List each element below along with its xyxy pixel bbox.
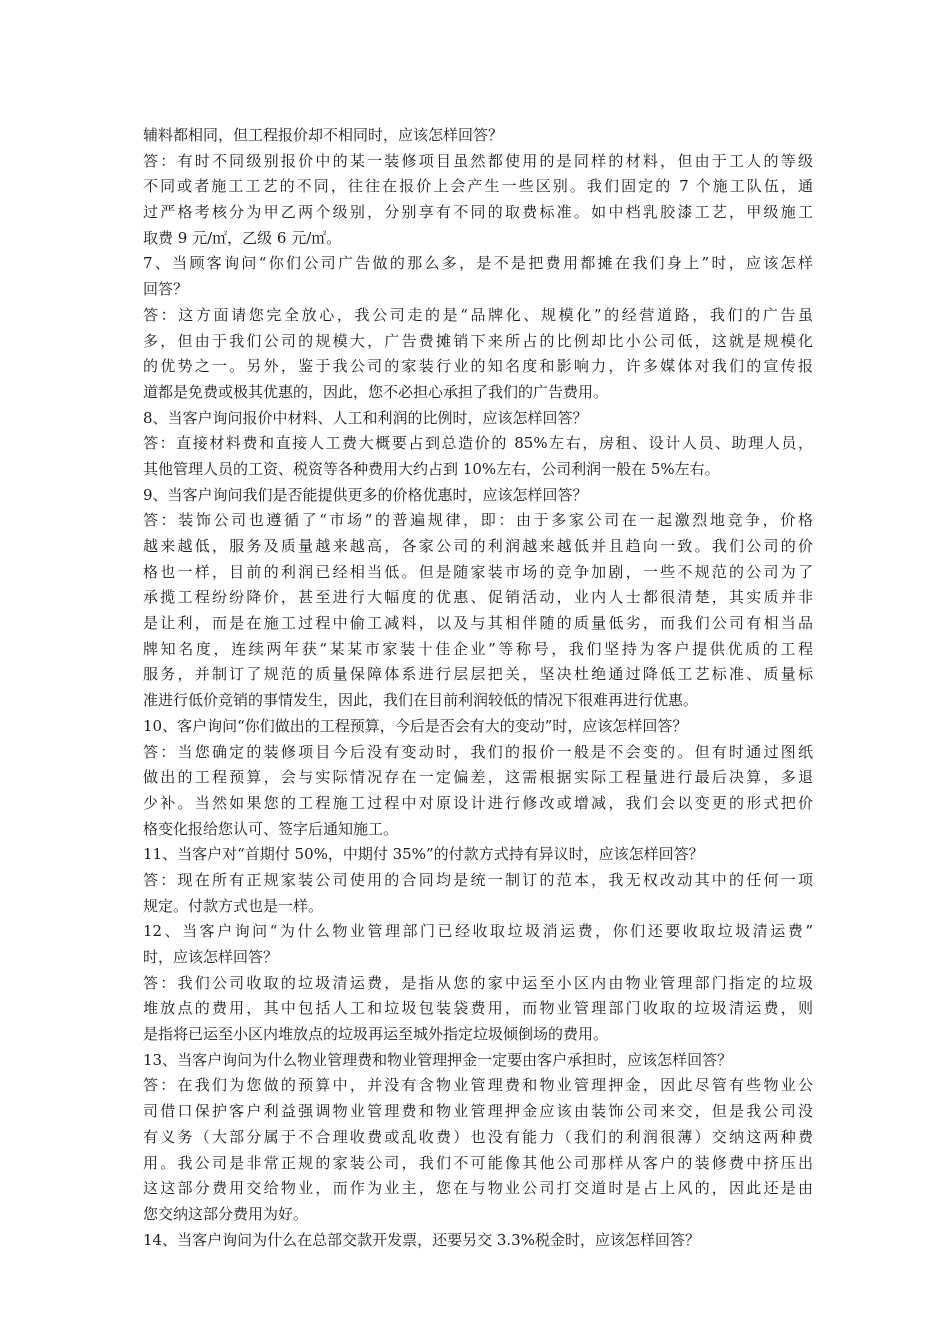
text-line: 取费 9 元/㎡，乙级 6 元/㎡。 [143, 228, 342, 247]
text-line: 8、当客户询问报价中材料、人工和利润的比例时，应该怎样回答？ [143, 408, 588, 427]
text-line: 其他管理人员的工资、税资等各种费用大约占到 10%左右，公司利润一般在 5%左右。 [143, 459, 720, 478]
text-line: 规定。付款方式也是一样。 [143, 896, 324, 915]
document-body [143, 123, 813, 1253]
text-line: 答：在我们为您做的预算中，并没有含物业管理费和物业管理押金，因此尽管有些物业公 [143, 1076, 813, 1095]
text-line: 答：现在所有正规家装公司使用的合同均是统一制订的范本，我无权改动其中的任何一项 [143, 870, 813, 889]
text-line: 服务，并制订了规范的质量保障体系进行层层把关，坚决杜绝通过降低工艺标准、质量标 [143, 665, 813, 684]
text-line: 格也一样，目前的利润已经相当低。但是随家装市场的竞争加剧，一些不规范的公司为了 [143, 562, 813, 581]
text-line: 是让利，而是在施工过程中偷工减料，以及与其相伴随的质量低劣，而我们公司有相当品 [143, 614, 813, 633]
text-line: 过严格考核分为甲乙两个级别，分别享有不同的取费标准。如中档乳胶漆工艺，甲级施工 [143, 203, 813, 222]
text-line: 12、当客户询问“为什么物业管理部门已经收取垃圾消运费，你们还要收取垃圾清运费” [143, 922, 813, 941]
text-line: 承揽工程纷纷降价，甚至进行大幅度的优惠、促销活动，业内人士都很清楚，其实质并非 [143, 588, 813, 607]
text-line: 做出的工程预算，会与实际情况存在一定偏差，这需根据实际工程量进行最后决算，多退 [143, 768, 813, 787]
text-line: 不同或者施工工艺的不同，往往在报价上会产生一些区别。我们固定的 7 个施工队伍，通 [143, 177, 813, 196]
text-line: 答：直接材料费和直接人工费大概要占到总造价的 85%左右，房租、设计人员、助理人员， [143, 434, 813, 453]
text-line: 堆放点的费用，其中包括人工和垃圾包装袋费用，而物业管理部门收取的垃圾清运费，则 [143, 999, 813, 1018]
text-line: 答：有时不同级别报价中的某一装修项目虽然都使用的是同样的材料，但由于工人的等级 [143, 151, 813, 170]
text-line: 7、当顾客询问“你们公司广告做的那么多，是不是把费用都摊在我们身上”时，应该怎样 [143, 254, 813, 273]
text-line: 答：我们公司收取的垃圾清运费，是指从您的家中运至小区内由物业管理部门指定的垃圾 [143, 973, 813, 992]
text-line: 多，但由于我们公司的规模大，广告费摊销下来所占的比例却比小公司低，这就是规模化 [143, 331, 813, 350]
text-line: 11、当客户对“首期付 50%，中期付 35%”的付款方式持有异议时，应该怎样回答？ [143, 845, 704, 864]
text-line: 用。我公司是非常正规的家装公司，我们不可能像其他公司那样从客户的装修费中挤压出 [143, 1153, 813, 1172]
text-line: 答：这方面请您完全放心，我公司走的是“品牌化、规模化”的经营道路，我们的广告虽 [143, 305, 813, 324]
text-line: 14、当客户询问为什么在总部交款开发票，还要另交 3.3%税金时，应该怎样回答？ [143, 1230, 700, 1249]
text-line: 牌知名度，连续两年获“某某市家装十佳企业”等称号，我们坚持为客户提供优质的工程 [143, 639, 813, 658]
text-line: 回答？ [143, 280, 189, 299]
text-line: 13、当客户询问为什么物业管理费和物业管理押金一定要由客户承担时，应该怎样回答？ [143, 1050, 733, 1069]
text-line: 是指将已运至小区内堆放点的垃圾再运至城外指定垃圾倾倒场的费用。 [143, 1025, 609, 1044]
text-line: 9、当客户询问我们是否能提供更多的价格优惠时，应该怎样回答？ [143, 485, 588, 504]
text-line: 这这部分费用交给物业，而作为业主，您在与物业公司打交道时是占上风的，因此还是由 [143, 1179, 813, 1198]
text-line: 格变化报给您认可、签字后通知施工。 [143, 819, 399, 838]
text-line: 辅料都相同，但工程报价却不相同时，应该怎样回答？ [143, 126, 504, 144]
text-line: 道都是免费或极其优惠的，因此，您不必担心承担了我们的广告费用。 [143, 382, 609, 401]
text-line: 时，应该怎样回答？ [143, 948, 279, 966]
text-line: 司借口保护客户利益强调物业管理费和物业管理押金应该由装饰公司来交，但是我公司没 [143, 1102, 813, 1121]
text-line: 答：当您确定的装修项目今后没有变动时，我们的报价一般是不会变的。但有时通过图纸 [143, 742, 813, 761]
text-line: 有义务（大部分属于不合理收费或乱收费）也没有能力（我们的利润很薄）交纳这两种费 [143, 1127, 813, 1146]
text-line: 少补。当然如果您的工程施工过程中对原设计进行修改或增减，我们会以变更的形式把价 [143, 793, 813, 812]
text-line: 您交纳这部分费用为好。 [143, 1204, 309, 1223]
text-line: 10、客户询问“你们做出的工程预算，今后是否会有大的变动”时，应该怎样回答？ [143, 716, 688, 735]
text-line: 越来越低，服务及质量越来越高，各家公司的利润越来越低并且趋向一致。我们公司的价 [143, 537, 813, 555]
text-line: 的优势之一。另外，鉴于我公司的家装行业的知名度和影响力，许多媒体对我们的宣传报 [143, 357, 813, 376]
text-line: 准进行低价竞销的事情发生，因此，我们在目前利润较低的情况下很难再进行优惠。 [143, 691, 699, 710]
text-line: 答：装饰公司也遵循了“市场”的普遍规律，即：由于多家公司在一起激烈地竞争，价格 [143, 511, 813, 530]
